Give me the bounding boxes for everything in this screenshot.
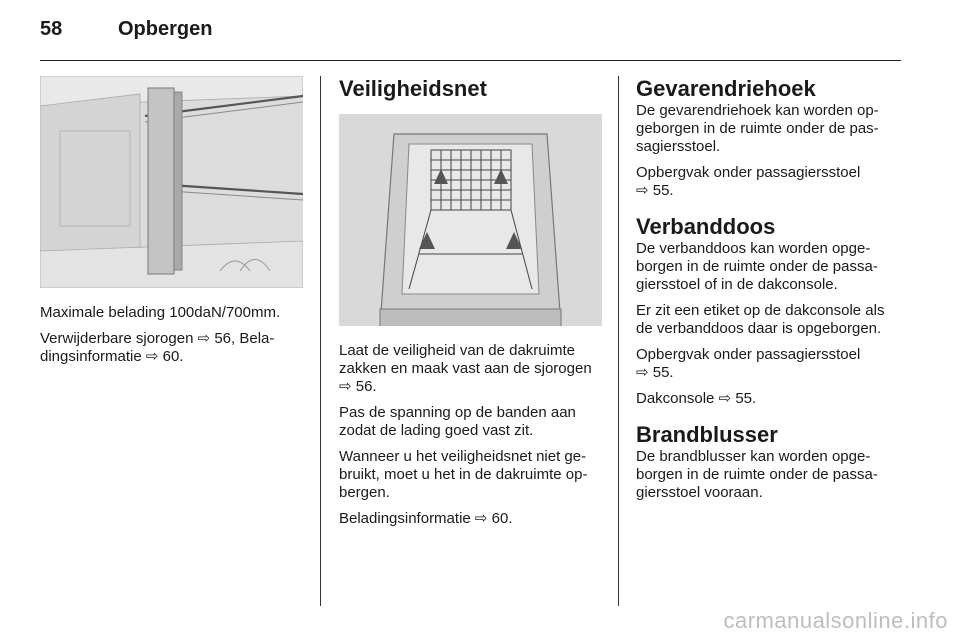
warning-triangle-text: De gevarendriehoek kan worden op- geborgen in de ruimte onder de pas- sagiersstoel. <box>636 102 879 155</box>
arrow-reference-icon: ⇨ <box>636 182 649 199</box>
xref-56[interactable]: 56. <box>355 378 377 395</box>
watermark: carmanualsonline.info <box>723 608 948 633</box>
section-heading-warning-triangle: Gevarendriehoek <box>636 76 816 101</box>
column-1 <box>40 76 305 374</box>
safety-net-illustration <box>339 114 602 326</box>
section-heading-first-aid-kit: Verbanddoos <box>636 214 776 239</box>
fire-extinguisher-text: De brandblusser kan worden opge- borgen in de ruimte onder de passa- giersstoel vooraan. <box>636 448 878 501</box>
tension-text: Pas de spanning op de banden aan zodat de lading goed vast zit. <box>339 404 576 439</box>
cargo-hold-drawing <box>40 76 303 288</box>
safety-net-instruction-text: Laat de veiligheid van de dakruimte zakken en maak vast aan de sjorogen ⇨ 56. <box>339 342 592 395</box>
xref-60[interactable]: 60. <box>491 510 513 527</box>
arrow-reference-icon: ⇨ <box>636 364 649 381</box>
page-title: Opbergen <box>118 18 213 40</box>
column-divider-2 <box>618 76 619 606</box>
first-aid-kit-ref: Opbergvak onder passagiersstoel ⇨ 55. <box>636 346 861 381</box>
safety-net-drawing <box>339 114 602 326</box>
section-heading-safety-net: Veiligheidsnet <box>339 76 487 101</box>
page-number: 58 <box>40 18 63 40</box>
column-2 <box>339 76 604 536</box>
first-aid-kit-label-text: Er zit een etiket op de dakconsole als de verbanddoos daar is opgeborgen. <box>636 302 885 337</box>
arrow-reference-icon: ⇨ <box>474 510 488 527</box>
arrow-reference-icon: ⇨ <box>145 348 159 365</box>
section-heading-fire-extinguisher: Brandblusser <box>636 422 778 447</box>
xref-55[interactable]: 55. <box>735 390 757 407</box>
first-aid-kit-text: De verbanddoos kan worden opge- borgen in de ruimte onder de passa- giersstoel of in de dakconsole. <box>636 240 878 293</box>
warning-triangle-ref: Opbergvak onder passagiersstoel ⇨ 55. <box>636 164 861 199</box>
column-3 <box>636 76 906 510</box>
arrow-reference-icon: ⇨ <box>718 390 732 407</box>
loading-info-text: Beladingsinformatie ⇨ 60. <box>339 510 513 527</box>
xref-55[interactable]: 55. <box>652 182 674 199</box>
storage-net-text: Wanneer u het veiligheidsnet niet ge- bruikt, moet u het in de dakruimte op- bergen. <box>339 448 588 501</box>
max-load-text: Maximale belading 100daN/700mm. <box>40 304 281 321</box>
xref-55[interactable]: 55. <box>652 364 674 381</box>
cargo-hold-illustration <box>40 76 303 288</box>
xref-60[interactable]: 60. <box>162 348 184 365</box>
header-rule <box>40 60 901 61</box>
lashing-eyes-text: Verwijderbare sjorogen ⇨ 56, Bela- dingsinformatie ⇨ 60. <box>40 330 275 365</box>
xref-56[interactable]: 56 <box>214 330 232 347</box>
roof-console-ref: Dakconsole ⇨ 55. <box>636 390 757 407</box>
arrow-reference-icon: ⇨ <box>197 330 211 347</box>
column-divider-1 <box>320 76 321 606</box>
arrow-reference-icon: ⇨ <box>339 378 352 395</box>
